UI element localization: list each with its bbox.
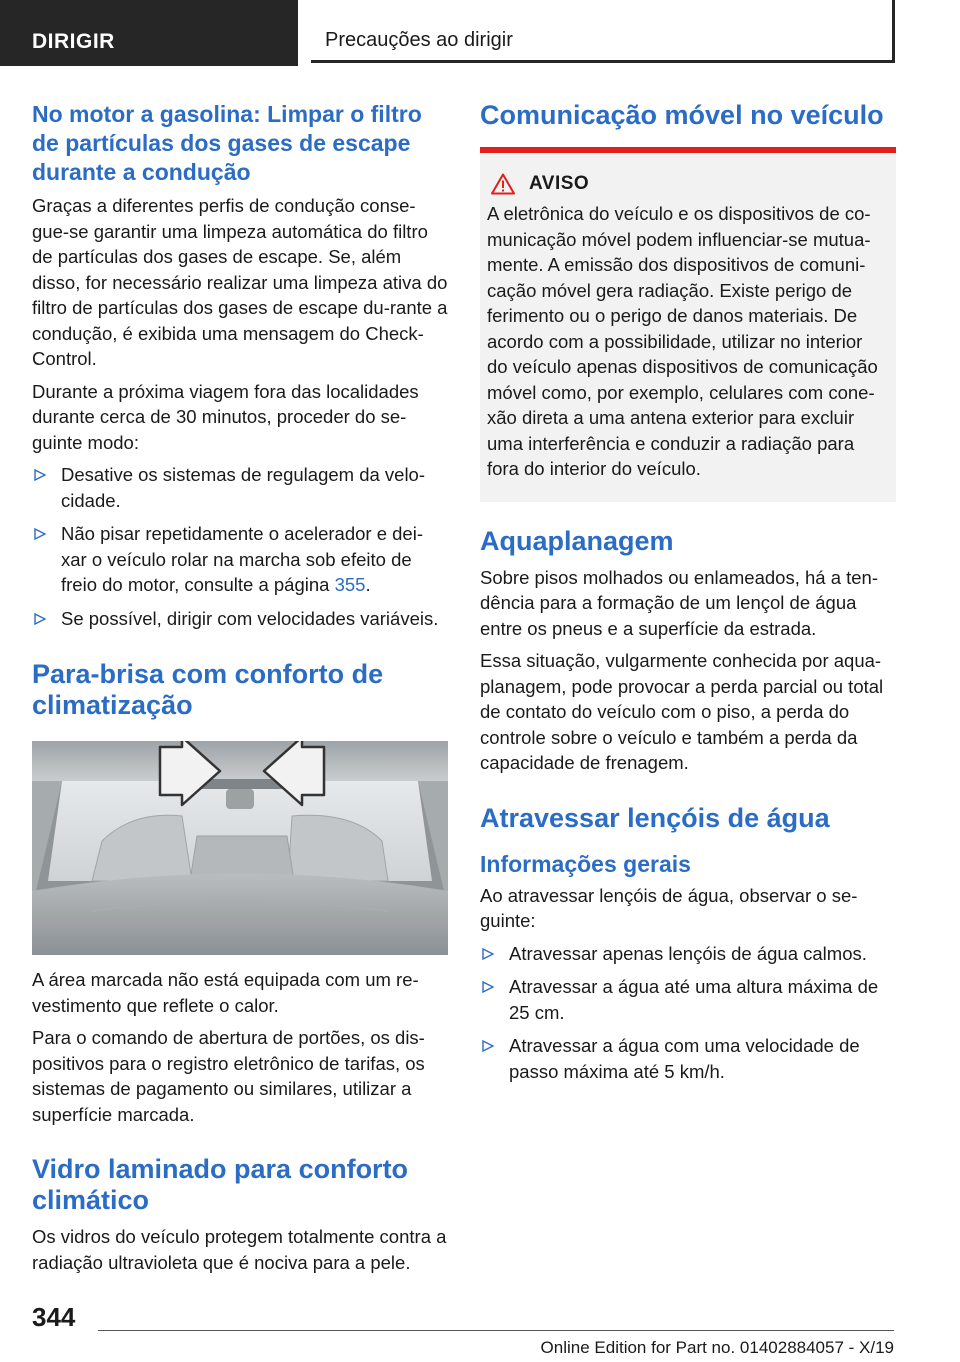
page-number: 344 — [32, 1302, 76, 1332]
warning-triangle-icon — [491, 173, 515, 195]
section-title-water-crossing: Atravessar lençóis de água — [480, 802, 830, 833]
warning-box — [480, 153, 896, 502]
list-item-text: Atravessar a água até uma altura máxima de 25 cm. — [509, 976, 879, 1023]
section-title-laminated-glass: Vidro laminado para conforto climático — [32, 1154, 409, 1215]
list-item — [32, 462, 448, 513]
footer-divider — [98, 1330, 894, 1331]
paragraph: A área marcada não está equipada com um re-vestimento que reflete o calor. — [32, 969, 419, 1016]
paragraph: Para o comando de abertura de portões, os dis-positivos para o registro eletrônico de tarifas, os sistemas de pagamento ou similares, utilizar a superfície marcada. — [32, 1027, 425, 1125]
left-column — [32, 100, 448, 1282]
list-item — [480, 941, 896, 967]
paragraph: Graças a diferentes perfis de condução conse-gue-se garantir uma limpeza automática do filtro de partículas dos gases de escape. Se, além disso, for necessário realizar uma limpeza ativa do filtro de partículas dos gases de escape du-rante a condução, é exibida uma mensagem do Check-Control. — [32, 195, 448, 369]
section-title-mobile-communication: Comunicação móvel no veículo — [480, 100, 884, 130]
chapter-title: Precauções ao dirigir — [311, 0, 895, 63]
warning-label: AVISO — [529, 173, 590, 194]
section-title-windshield: Para-brisa com conforto de climatização — [32, 659, 384, 720]
triangle-bullet-icon — [34, 613, 46, 625]
paragraph: Essa situação, vulgarmente conhecida por aqua-planagem, pode provocar a perda parcial ou total de contato do veículo com o piso, a perda do controle sobre o veículo e também a perda da capacidade de frenagem. — [480, 650, 884, 773]
list-item — [32, 606, 448, 632]
instruction-list — [32, 462, 448, 631]
section-title-aquaplaning: Aquaplanagem — [480, 525, 674, 556]
list-item-text: Atravessar apenas lençóis de água calmos. — [509, 942, 867, 964]
section-tab: DIRIGIR — [0, 0, 298, 66]
paragraph: Durante a próxima viagem fora das localidades durante cerca de 30 minutos, proceder do se-guinte modo: — [32, 380, 419, 453]
list-item-text-end: . — [365, 574, 371, 595]
right-column — [480, 100, 896, 1092]
triangle-bullet-icon — [482, 1040, 494, 1052]
warning-text: A eletrônica do veículo e os dispositivos de co-municação móvel podem influenciar-se mutua-mente. A emissão dos dispositivos de comuni-cação móvel gera radiação. Existe perigo de ferimento ou o perigo de danos materiais. De acordo com a possibilidade, utilizar no interior do veículo apenas dispositivos de comunicação móvel como, por exemplo, celulares com cone-xão direta a uma antena exterior para excluir uma interferência e conduzir a radiação para fora do interior do veículo. — [487, 203, 878, 479]
list-item — [480, 974, 896, 1025]
list-item-text: Se possível, dirigir com velocidades variáveis. — [61, 607, 439, 629]
triangle-bullet-icon — [482, 981, 494, 993]
paragraph: Sobre pisos molhados ou enlameados, há a ten-dência para a formação de um lençol de água entre os pneus e a superfície da estrada. — [480, 566, 879, 639]
triangle-bullet-icon — [34, 528, 46, 540]
subsection-title-general-info: Informações gerais — [480, 850, 691, 877]
paragraph: Ao atravessar lençóis de água, observar o se-guinte: — [480, 884, 858, 931]
triangle-bullet-icon — [34, 469, 46, 481]
instruction-list — [480, 941, 896, 1085]
page-header — [0, 0, 960, 66]
section-title-particle-filter: No motor a gasolina: Limpar o filtro de partículas dos gases de escape durante a condução — [32, 101, 422, 185]
page-reference-link[interactable]: 355 — [334, 574, 366, 595]
warning-header — [487, 173, 888, 195]
windshield-illustration — [32, 741, 448, 955]
list-item-text: Não pisar repetidamente o acelerador e dei-xar o veículo rolar na marcha sob efeito de freio do motor, consulte a página — [61, 523, 423, 595]
list-item — [480, 1033, 896, 1084]
list-item-text: Atravessar a água com uma velocidade de passo máxima até 5 km/h. — [509, 1035, 860, 1082]
list-item-text: Desative os sistemas de regulagem da velo-cidade. — [61, 464, 426, 511]
edition-note: Online Edition for Part no. 01402884057 - X/19 — [540, 1338, 894, 1357]
triangle-bullet-icon — [482, 948, 494, 960]
list-item — [32, 521, 448, 598]
paragraph: Os vidros do veículo protegem totalmente contra a radiação ultravioleta que é nociva para a pele. — [32, 1226, 447, 1273]
